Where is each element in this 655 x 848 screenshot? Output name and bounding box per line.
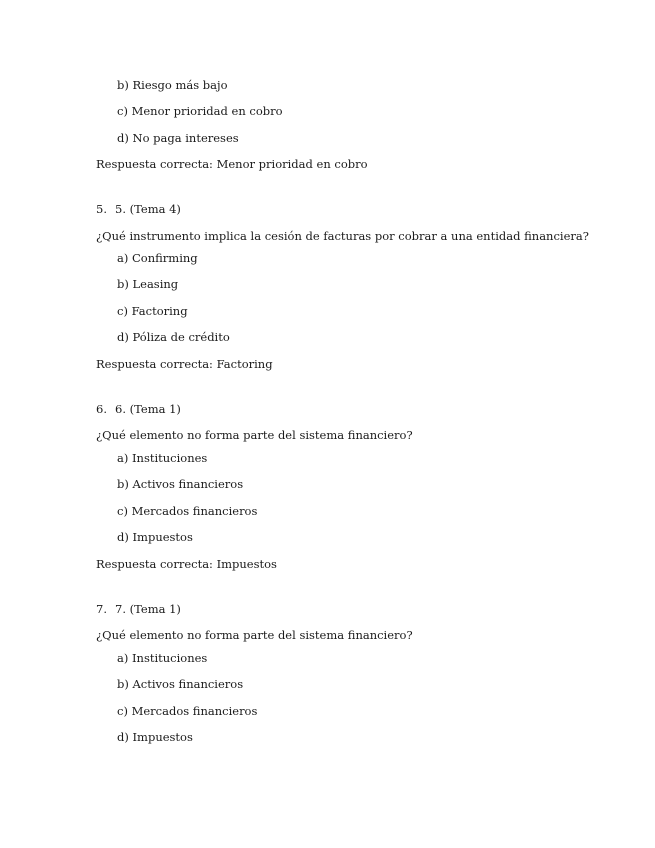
option-item: a) Instituciones xyxy=(117,451,208,465)
option-item: b) Activos financieros xyxy=(117,677,244,691)
correct-answer: Respuesta correcta: Menor prioridad en cobro xyxy=(96,157,368,171)
list-number: 5. xyxy=(96,202,107,216)
option-item: d) Póliza de crédito xyxy=(117,330,230,344)
question-heading xyxy=(96,602,181,616)
option-item: d) Impuestos xyxy=(117,530,193,544)
question-text: ¿Qué elemento no forma parte del sistema financiero? xyxy=(96,428,413,442)
option-item: b) Leasing xyxy=(117,277,179,291)
question-heading xyxy=(96,402,181,416)
option-item: c) Menor prioridad en cobro xyxy=(117,104,283,118)
option-item: a) Confirming xyxy=(117,251,198,265)
option-item: a) Instituciones xyxy=(117,651,208,665)
correct-answer: Respuesta correcta: Impuestos xyxy=(96,557,277,571)
option-item: d) Impuestos xyxy=(117,730,193,744)
question-label: 7. (Tema 1) xyxy=(115,602,181,616)
option-item: c) Factoring xyxy=(117,304,188,318)
list-number: 7. xyxy=(96,602,107,616)
correct-answer: Respuesta correcta: Factoring xyxy=(96,357,273,371)
question-label: 5. (Tema 4) xyxy=(115,202,181,216)
option-item: b) Activos financieros xyxy=(117,477,244,491)
question-heading xyxy=(96,202,181,216)
question-text: ¿Qué elemento no forma parte del sistema financiero? xyxy=(96,628,413,642)
list-number: 6. xyxy=(96,402,107,416)
option-item: b) Riesgo más bajo xyxy=(117,78,228,92)
option-item: d) No paga intereses xyxy=(117,131,239,145)
option-item: c) Mercados financieros xyxy=(117,704,258,718)
question-label: 6. (Tema 1) xyxy=(115,402,181,416)
question-text: ¿Qué instrumento implica la cesión de facturas por cobrar a una entidad financiera? xyxy=(96,229,589,243)
option-item: c) Mercados financieros xyxy=(117,504,258,518)
